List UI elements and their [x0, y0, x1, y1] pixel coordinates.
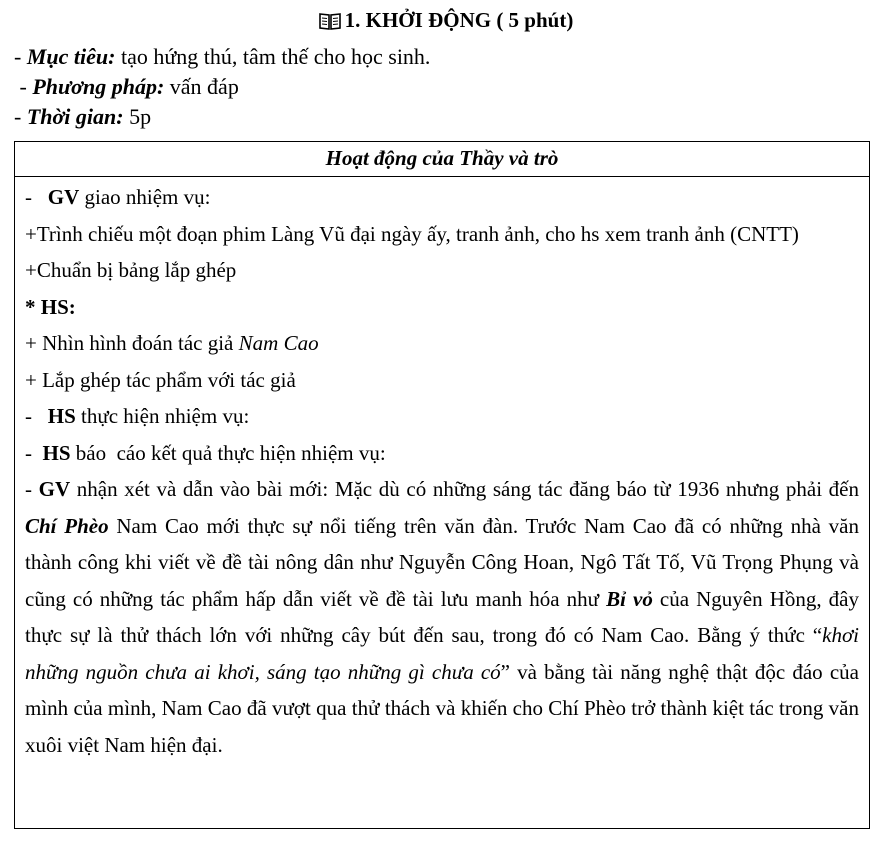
- meta-time-value: 5p: [123, 104, 152, 129]
- meta-time: - Thời gian: 5p: [14, 104, 152, 129]
- meta-objective-label: Mục tiêu:: [26, 44, 116, 69]
- gv-comment-paragraph: - GV nhận xét và dẫn vào bài mới: Mặc dù có những sáng tác đăng báo từ 1936 nhưng phải đến Chí Phèo Nam Cao mới thực sự nổi tiếng trên văn đàn. Trước Nam Cao đã có những nhà văn thành công khi viết về đề tài nông dân như Nguyễn Công Hoan, Ngô Tất Tố, Vũ Trọng Phụng và cũng có những tác phẩm hấp dẫn viết về đề tài lưu manh hóa như Bỉ vỏ của Nguyên Hồng, đây thực sự là thử thách lớn với những cây bút đến sau, trong đó có Nam Cao. Bằng ý thức “khơi những nguồn chưa ai khơi, sáng tạo những gì chưa có” và bằng tài năng nghệ thật độc đáo của mình của mình, Nam Cao đã vượt qua thử thách và khiến cho Chí Phèo trở thành kiệt tác trong văn xuôi việt Nam hiện đại.: [25, 477, 859, 757]
- activity-table-header: Hoạt động của Thầy và trò: [15, 142, 869, 177]
- hs-label: * HS:: [25, 294, 76, 319]
- hs-report-line: - HS báo cáo kết quả thực hiện nhiệm vụ:: [25, 440, 386, 465]
- book-icon: [319, 9, 341, 37]
- hs-item-1: + Nhìn hình đoán tác giả Nam Cao: [25, 331, 319, 355]
- meta-method: - Phương pháp: vấn đáp: [14, 74, 239, 99]
- task-1-line: +Trình chiếu một đoạn phim Làng Vũ đại ngày ấy, tranh ảnh, cho hs xem tranh ảnh (CNTT): [25, 221, 799, 246]
- hs-item-2: + Lắp ghép tác phẩm với tác giả: [25, 367, 296, 392]
- meta-objective: - Mục tiêu: tạo hứng thú, tâm thế cho học sinh.: [14, 44, 431, 69]
- activity-table-body: [15, 177, 869, 763]
- meta-time-label: Thời gian:: [26, 104, 124, 129]
- section-heading-text: 1. KHỞI ĐỘNG ( 5 phút): [344, 8, 574, 32]
- section-heading: [0, 6, 892, 37]
- hs-do-line: - HS thực hiện nhiệm vụ:: [25, 404, 250, 428]
- meta-objective-value: tạo hứng thú, tâm thế cho học sinh.: [115, 44, 431, 69]
- meta-method-label: Phương pháp:: [32, 74, 165, 99]
- task-2-line: +Chuẩn bị bảng lắp ghép: [25, 258, 237, 282]
- activity-table: [14, 141, 870, 829]
- meta-method-value: vấn đáp: [164, 74, 239, 99]
- gv-task-line: - GV giao nhiệm vụ:: [25, 185, 211, 209]
